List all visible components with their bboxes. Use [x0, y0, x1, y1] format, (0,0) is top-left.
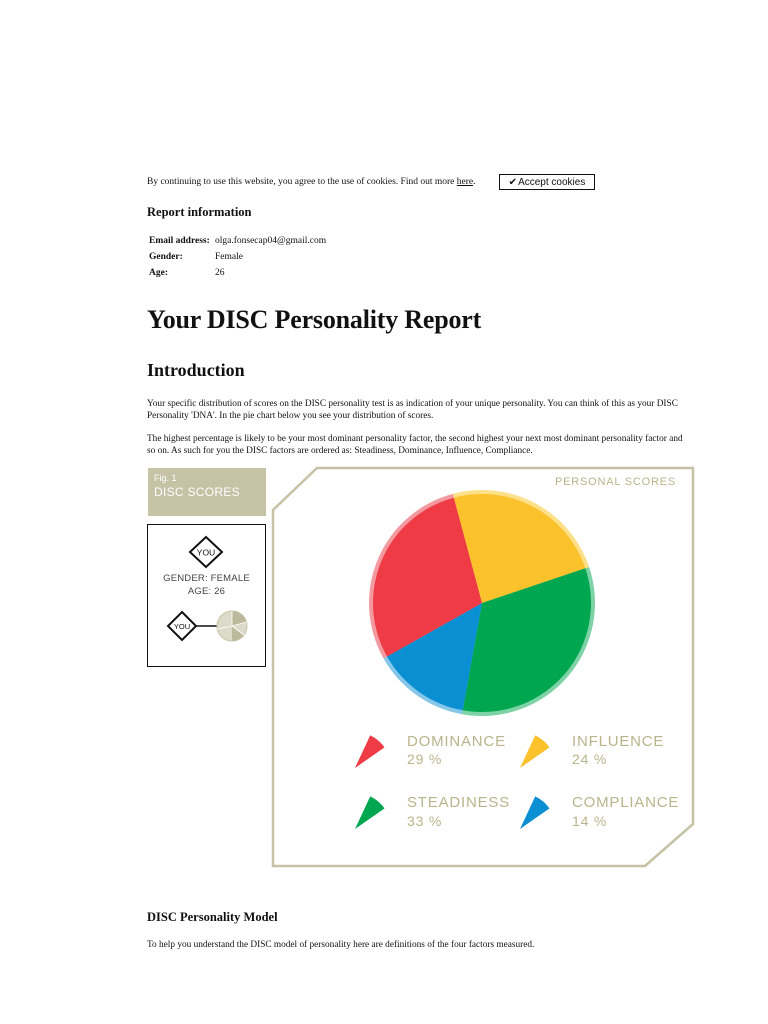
personal-scores-label: PERSONAL SCORES	[554, 476, 676, 488]
figure-number: Fig. 1	[154, 473, 177, 483]
info-row-age	[149, 268, 326, 284]
you-diamond-label: YOU	[196, 547, 216, 558]
legend-value-dominance: 29 %	[407, 751, 443, 767]
key-gender: GENDER: FEMALE	[163, 573, 250, 584]
figure-title: DISC SCORES	[154, 485, 240, 499]
personal-scores-panel	[271, 466, 695, 868]
intro-paragraph-1: Your specific distribution of scores on the DISC personality test is as indication of your unique personality. You can think of this as your DISC Personality 'DNA'. In the pie chart below you see your distribution of scores.	[147, 399, 678, 421]
age-value: 26	[215, 268, 225, 278]
legend-value-steadiness: 33 %	[407, 813, 443, 829]
key-age: AGE: 26	[187, 586, 226, 597]
figure-label	[148, 468, 266, 516]
you-to-pie-icon	[166, 609, 252, 645]
gender-value: Female	[215, 252, 243, 262]
cookie-notice-text: By continuing to use this website, you agree to the use of cookies. Find out more	[147, 177, 457, 187]
age-label: Age:	[149, 268, 168, 278]
cookie-notice	[147, 177, 476, 187]
accept-cookies-label: Accept cookies	[518, 176, 586, 188]
check-icon: ✔	[508, 176, 518, 188]
report-info-heading: Report information	[147, 205, 252, 219]
model-paragraph: To help you understand the DISC model of personality here are definitions of the four factors measured.	[147, 940, 535, 950]
info-row-gender	[149, 252, 326, 268]
cookie-more-link[interactable]: here	[456, 177, 474, 187]
accept-cookies-button[interactable]	[499, 174, 595, 190]
legend-label-compliance: COMPLIANCE	[572, 794, 680, 811]
info-row-email	[149, 236, 326, 252]
gender-label: Gender:	[149, 252, 183, 262]
page-title: Your DISC Personality Report	[147, 305, 482, 334]
legend-label-dominance: DOMINANCE	[407, 733, 506, 750]
you-diamond-icon	[188, 535, 224, 569]
figure-key	[147, 524, 266, 667]
intro-paragraph-2: The highest percentage is likely to be your most dominant personality factor, the second highest your next most dominant personality factor and so on. As such for you the DISC factors are ordered as: Steadiness, Dominance, Influence, Compliance.	[147, 434, 683, 456]
legend-value-influence: 24 %	[572, 751, 608, 767]
legend-label-steadiness: STEADINESS	[407, 794, 511, 811]
email-value: olga.fonsecap04@gmail.com	[215, 236, 327, 246]
you-small-label: YOU	[173, 622, 191, 631]
cookie-period: .	[473, 177, 476, 187]
model-heading: DISC Personality Model	[147, 910, 278, 924]
legend-label-influence: INFLUENCE	[572, 733, 665, 750]
legend-value-compliance: 14 %	[572, 813, 608, 829]
pie-chart	[373, 494, 591, 712]
email-label: Email address:	[149, 236, 210, 246]
report-info-table	[149, 236, 326, 284]
introduction-heading: Introduction	[147, 360, 245, 380]
